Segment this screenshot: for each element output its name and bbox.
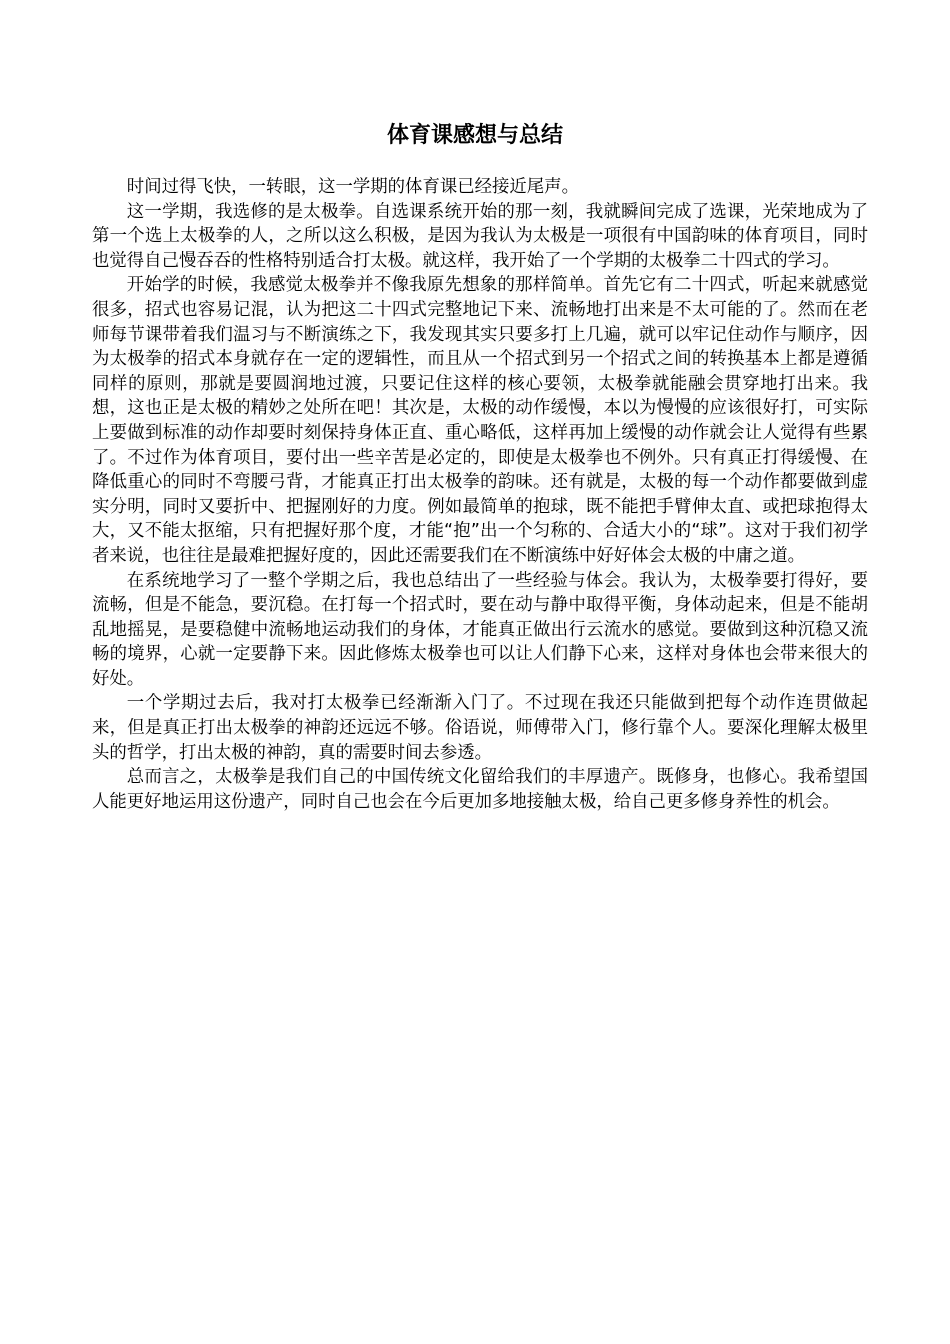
paragraph-conclusion: 总而言之，太极拳是我们自己的中国传统文化留给我们的丰厚遗产。既修身，也修心。我希望国人能更好地运用这份遗产，同时自己也会在今后更加多地接触太极，给自己更多修身养性的机会。 (92, 767, 868, 812)
document-body (92, 175, 868, 814)
paragraph-learning-experience: 开始学的时候，我感觉太极拳并不像我原先想象的那样简单。首先它有二十四式，听起来就感觉很多，招式也容易记混，认为把这二十四式完整地记下来、流畅地打出来是不太可能的了。然而在老师每节课带着我们温习与不断演练之下，我发现其实只要多打上几遍，就可以牢记住动作与顺序，因为太极拳的招式本身就存在一定的逻辑性，而且从一个招式到另一个招式之间的转换基本上都是遵循同样的原则，那就是要圆润地过渡，只要记住这样的核心要领，太极拳就能融会贯穿地打出来。我想，这也正是太极的精妙之处所在吧！其次是，太极的动作缓慢，本以为慢慢的应该很好打，可实际上要做到标准的动作却要时刻保持身体正直、重心略低，这样再加上缓慢的动作就会让人觉得有些累了。不过作为体育项目，要付出一些辛苦是必定的，即使是太极拳也不例外。只有真正打得缓慢、在降低重心的同时不弯腰弓背，才能真正打出太极拳的韵味。还有就是，太极的每一个动作都要做到虚实分明，同时又要折中、把握刚好的力度。例如最简单的抱球，既不能把手臂伸太直、或把球抱得太大，又不能太抠缩，只有把握好那个度，才能“抱”出一个匀称的、合适大小的“球”。这对于我们初学者来说，也往往是最难把握好度的，因此还需要我们在不断演练中好好体会太极的中庸之道。 (92, 275, 868, 566)
paragraph-intro: 时间过得飞快，一转眼，这一学期的体育课已经接近尾声。 (126, 177, 579, 197)
paragraph-lessons-learned: 在系统地学习了一整个学期之后，我也总结出了一些经验与体会。我认为，太极拳要打得好，要流畅，但是不能急，要沉稳。在打每一个招式时，要在动与静中取得平衡，身体动起来，但是不能胡乱地摇晃，是要稳健中流畅地运动我们的身体，才能真正做出行云流水的感觉。要做到这种沉稳又流畅的境界，心就一定要静下来。因此修炼太极拳也可以让人们静下心来，这样对身体也会带来很大的好处。 (92, 570, 868, 689)
document-title: 体育课感想与总结 (386, 123, 563, 148)
paragraph-progress: 一个学期过去后，我对打太极拳已经渐渐入门了。不过现在我还只能做到把每个动作连贯做起来，但是真正打出太极拳的神韵还远远不够。俗语说，师傅带入门，修行靠个人。要深化理解太极里头的哲学，打出太极的神韵，真的需要时间去参透。 (92, 693, 868, 763)
paragraph-course-selection: 这一学期，我选修的是太极拳。自选课系统开始的那一刻，我就瞬间完成了选课，光荣地成为了第一个选上太极拳的人，之所以这么积极，是因为我认为太极是一项很有中国韵味的体育项目，同时也觉得自己慢吞吞的性格特别适合打太极。就这样，我开始了一个学期的太极拳二十四式的学习。 (92, 201, 868, 271)
